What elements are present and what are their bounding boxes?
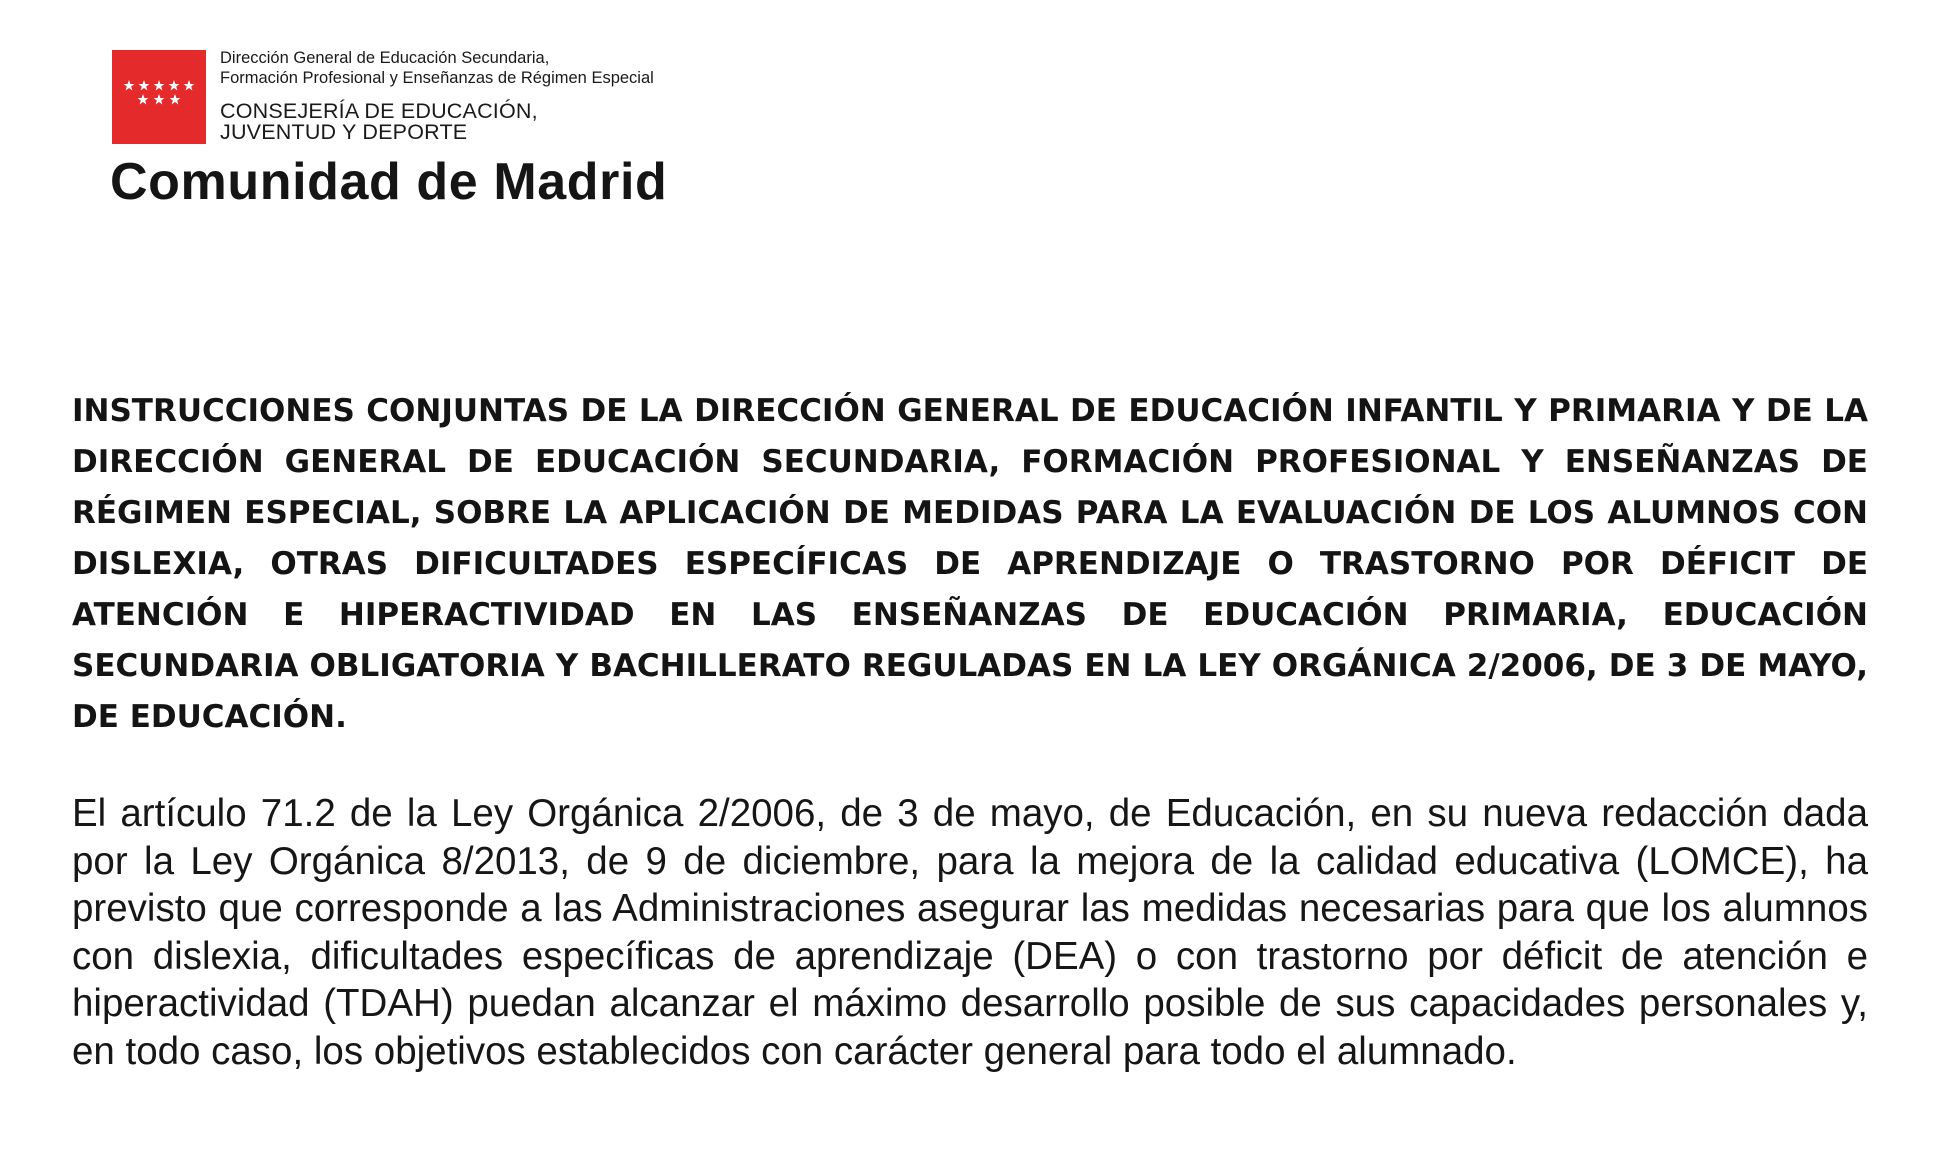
consejeria-line-1: CONSEJERÍA DE EDUCACIÓN,: [220, 99, 538, 123]
document-title: INSTRUCCIONES CONJUNTAS DE LA DIRECCIÓN GENERAL DE EDUCACIÓN INFANTIL Y PRIMARIA Y DE LA DIRECCIÓN GENERAL DE EDUCACIÓN SECUNDARIA, FORMACIÓN PROFESIONAL Y ENSEÑANZAS DE RÉGIMEN ESPECIAL, SOBRE LA APLICACIÓN DE MEDIDAS PARA LA EVALUACIÓN DE LOS ALUMNOS CON DISLEXIA, OTRAS DIFICULTADES ESPECÍFICAS DE APRENDIZAJE O TRASTORNO POR DÉFICIT DE ATENCIÓN E HIPERACTIVIDAD EN LAS ENSEÑANZAS DE EDUCACIÓN PRIMARIA, EDUCACIÓN SECUNDARIA OBLIGATORIA Y BACHILLERATO REGULADAS EN LA LEY ORGÁNICA 2/2006, DE 3 DE MAYO, DE EDUCACIÓN.: [72, 393, 1868, 735]
consejeria-name: [220, 101, 538, 143]
comunidad-de-madrid-logo: [112, 50, 206, 144]
madrid-flag-stars-icon: [112, 50, 206, 144]
dept-line-2: Formación Profesional y Enseñanzas de Régimen Especial: [220, 69, 654, 87]
consejeria-line-2: JUVENTUD Y DEPORTE: [220, 120, 468, 144]
dept-name: [220, 48, 654, 88]
dept-line-1: Dirección General de Educación Secundaria,: [220, 49, 550, 67]
brand-name: Comunidad de Madrid: [110, 153, 668, 211]
intro-paragraph: El artículo 71.2 de la Ley Orgánica 2/2006, de 3 de mayo, de Educación, en su nueva redacción dada por la Ley Orgánica 8/2013, de 9 de diciembre, para la mejora de la calidad educativa (LOMCE), ha previsto que corresponde a las Administraciones asegurar las medidas necesarias para que los alumnos con dislexia, dificultades específicas de aprendizaje (DEA) o con trastorno por déficit de atención e hiperactividad (TDAH) puedan alcanzar el máximo desarrollo posible de sus capacidades personales y, en todo caso, los objetivos establecidos con carácter general para todo el alumnado.: [72, 792, 1868, 1073]
